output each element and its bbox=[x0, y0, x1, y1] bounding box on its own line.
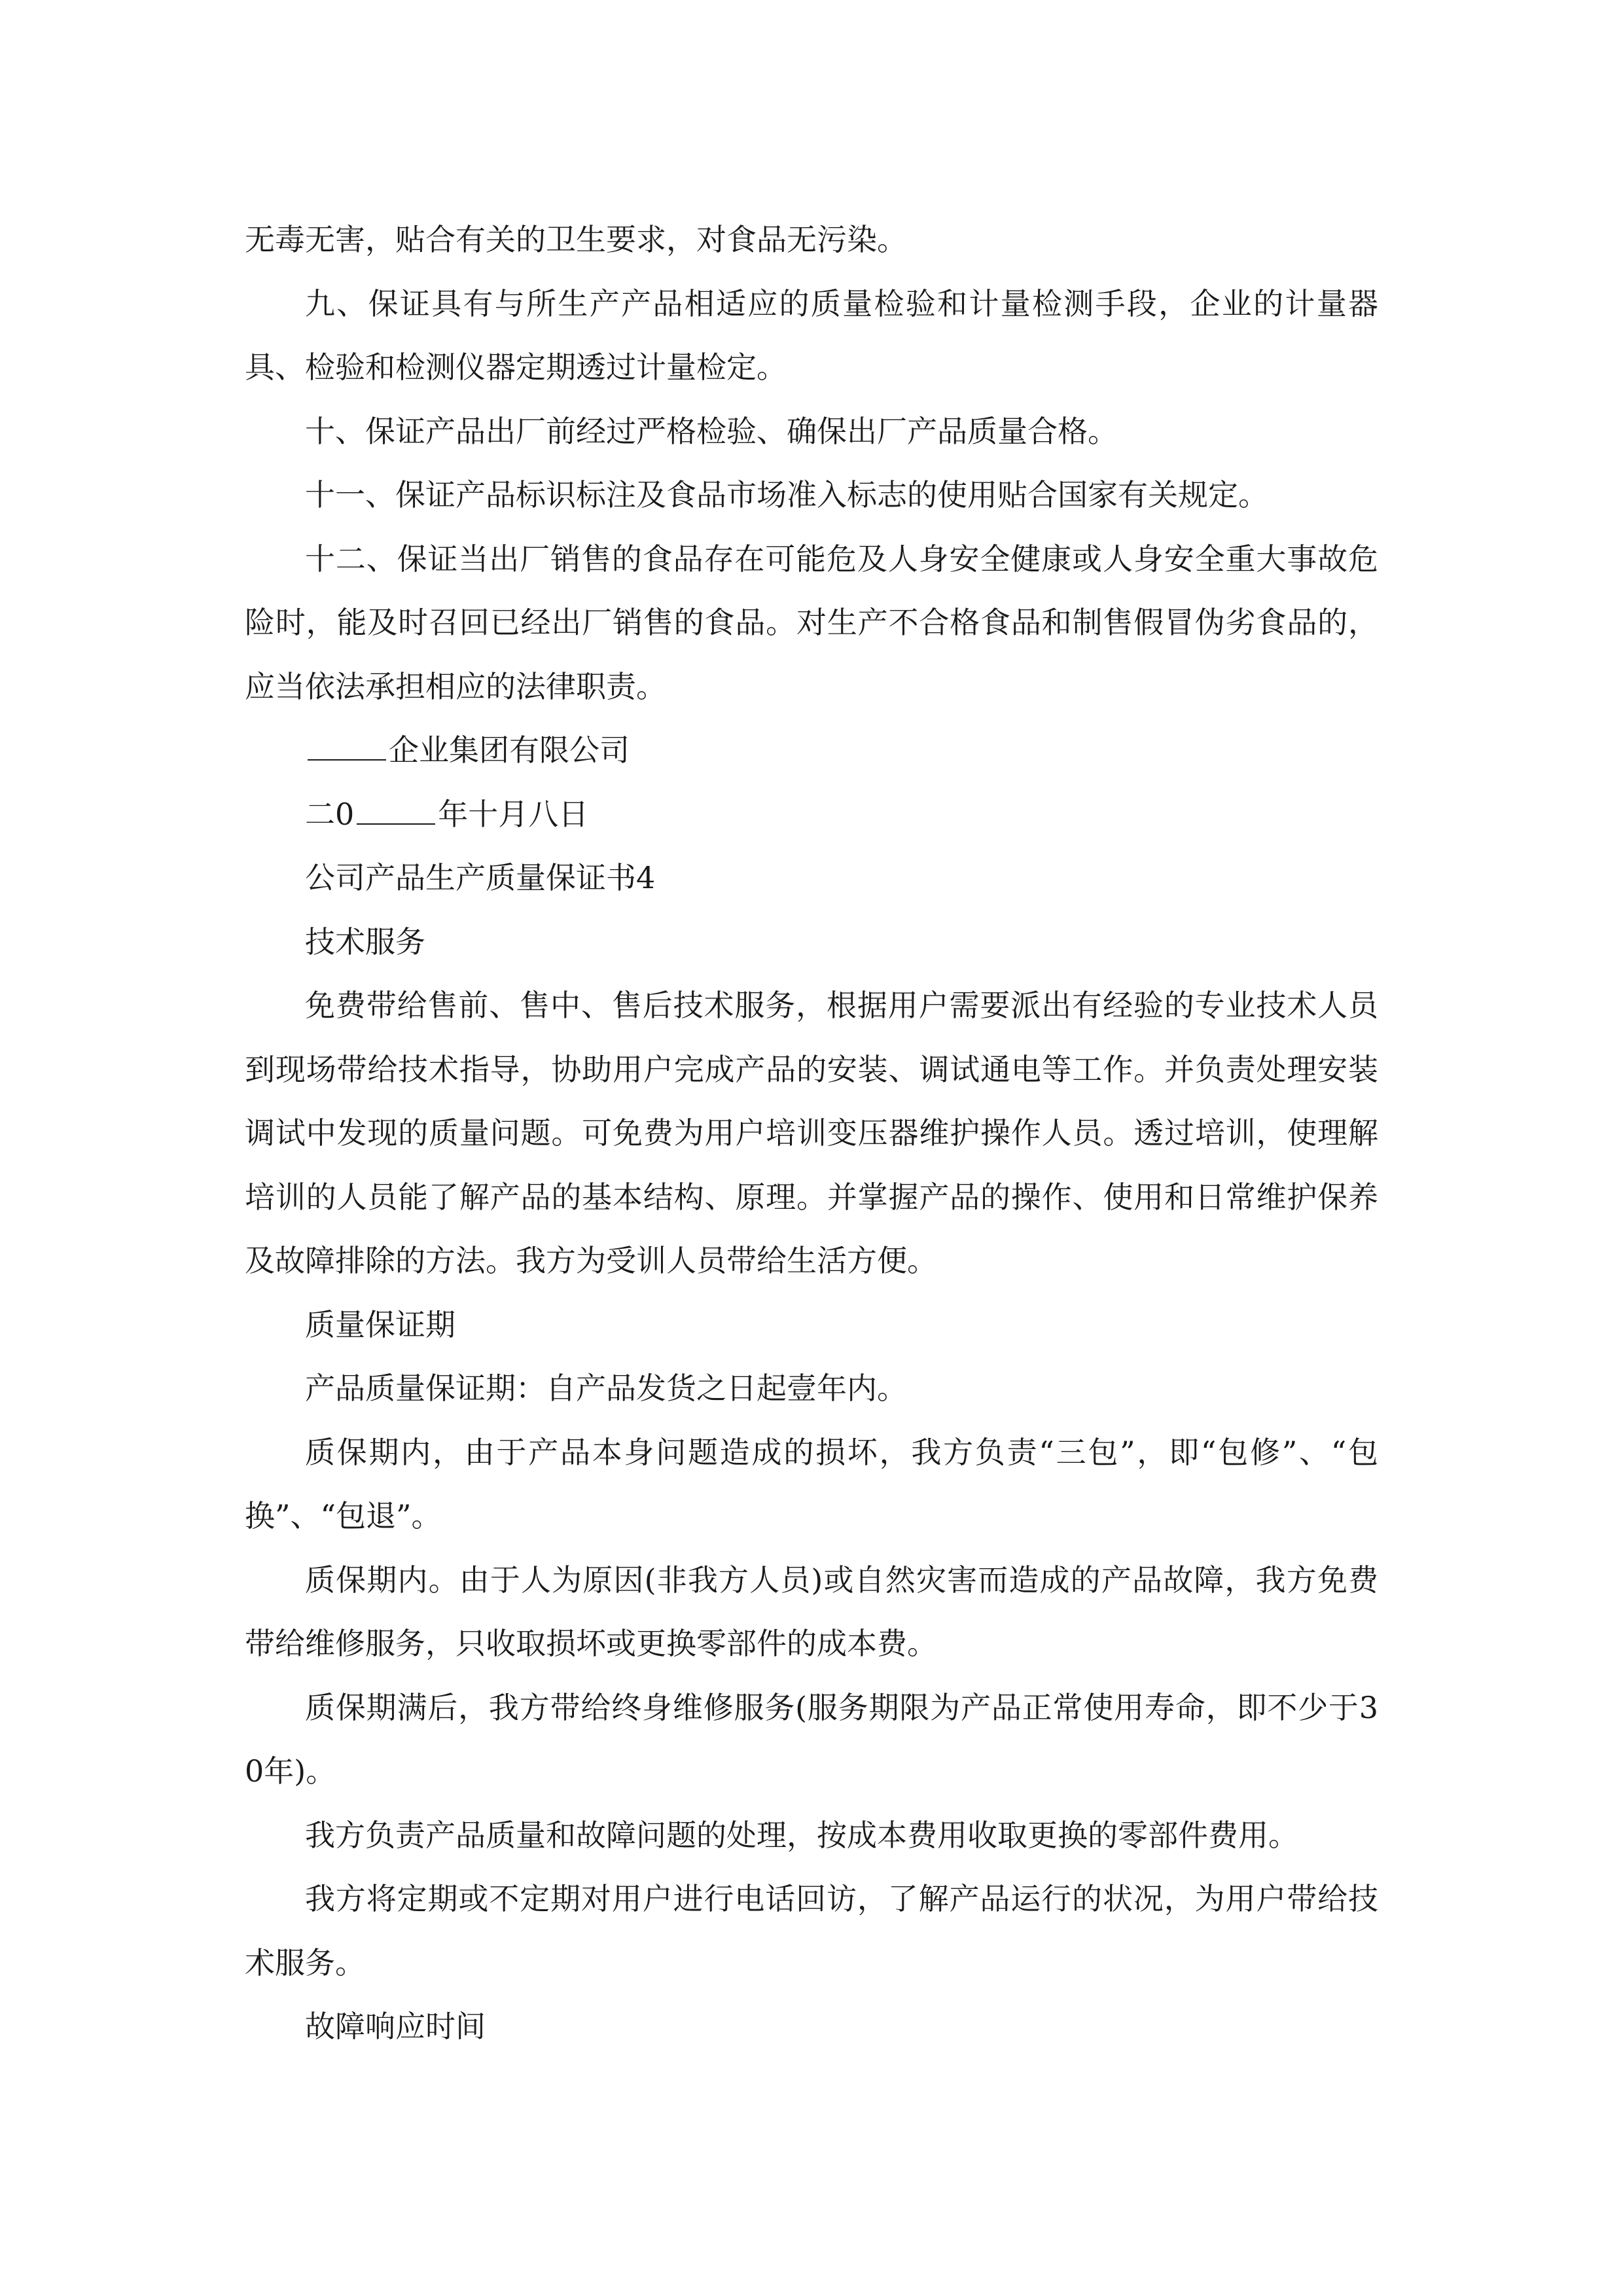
heading-warranty: 质量保证期 bbox=[305, 1306, 455, 1342]
date-prefix: 二0 bbox=[305, 796, 355, 832]
paragraph-tech-service: 免费带给售前、售中、售后技术服务，根据用户需要派出有经验的专业技术人员到现场带给技术指导，协助用户完成产品的安装、调试通电等工作。并负责处理安装调试中发现的质量问题。可免费为用户培训变压器维护操作人员。透过培训，使理解培训的人员能了解产品的基本结构、原理。并掌握产品的操作、使用和日常维护保养及故障排除的方法。我方为受训人员带给生活方便。 bbox=[245, 988, 1378, 1278]
paragraph-warranty-4: 我方负责产品质量和故障问题的处理，按成本费用收取更换的零部件费用。 bbox=[305, 1817, 1298, 1853]
date-suffix: 年十月八日 bbox=[438, 796, 589, 832]
company-name-blank bbox=[308, 734, 386, 761]
company-suffix: 企业集团有限公司 bbox=[389, 732, 630, 768]
paragraph-hygiene-continuation: 无毒无害，贴合有关的卫生要求，对食品无污染。 bbox=[245, 222, 907, 257]
paragraph-warranty-5: 我方将定期或不定期对用户进行电话回访，了解产品运行的状况，为用户带给技术服务。 bbox=[245, 1881, 1378, 1981]
paragraph-item-12: 十二、保证当出厂销售的食品存在可能危及人身安全健康或人身安全重大事故危险时，能及时召回已经出厂销售的食品。对生产不合格食品和制售假冒伪劣食品的，应当依法承担相应的法律职责。 bbox=[245, 541, 1378, 704]
signature-company bbox=[245, 719, 1378, 783]
year-blank bbox=[357, 798, 435, 825]
heading-response-time: 故障响应时间 bbox=[305, 2009, 486, 2044]
paragraph-item-11: 十一、保证产品标识标注及食品市场准入标志的使用贴合国家有关规定。 bbox=[305, 477, 1268, 512]
heading-tech-service: 技术服务 bbox=[305, 924, 425, 960]
paragraph-warranty-3: 质保期满后，我方带给终身维修服务(服务期限为产品正常使用寿命，即不少于30年)。 bbox=[245, 1689, 1378, 1789]
document-body bbox=[245, 208, 1378, 2059]
section-title: 公司产品生产质量保证书4 bbox=[305, 860, 656, 895]
paragraph-item-10: 十、保证产品出厂前经过严格检验、确保出厂产品质量合格。 bbox=[305, 413, 1118, 449]
signature-date bbox=[245, 783, 1378, 847]
paragraph-warranty-1: 质保期内，由于产品本身问题造成的损坏，我方负责“三包”，即“包修”、“包换”、“包退”。 bbox=[245, 1434, 1378, 1534]
paragraph-warranty-2: 质保期内。由于人为原因(非我方人员)或自然灾害而造成的产品故障，我方免费带给维修服务，只收取损坏或更换零部件的成本费。 bbox=[245, 1562, 1378, 1661]
paragraph-item-9: 九、保证具有与所生产产品相适应的质量检验和计量检测手段，企业的计量器具、检验和检测仪器定期透过计量检定。 bbox=[245, 285, 1378, 385]
paragraph-warranty-period: 产品质量保证期：自产品发货之日起壹年内。 bbox=[305, 1371, 907, 1406]
